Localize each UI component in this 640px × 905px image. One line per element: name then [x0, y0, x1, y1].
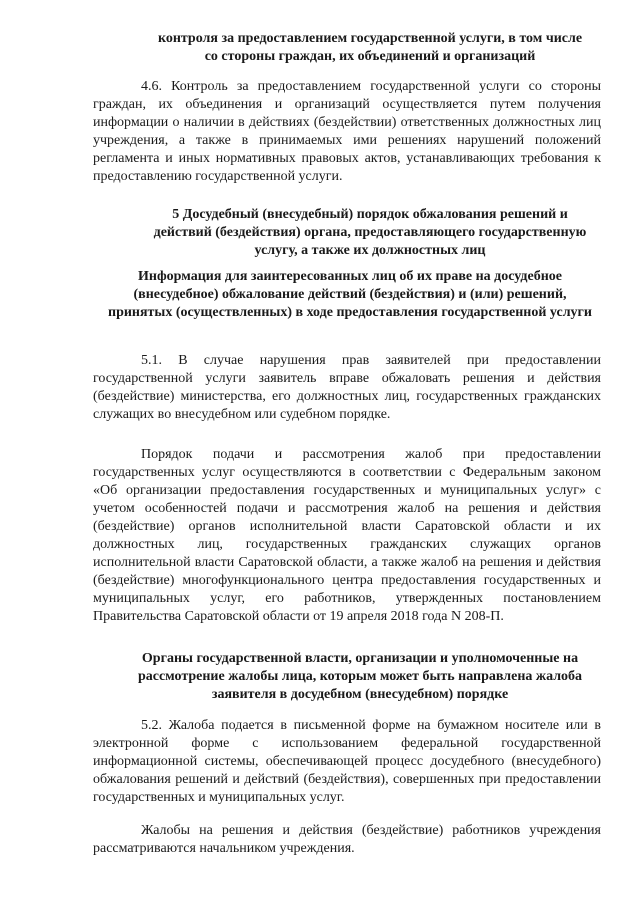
- paragraph-complaints-review: Жалобы на решения и действия (бездействие) работников учреждения рассматриваются начальником учреждения.: [93, 823, 601, 856]
- heading-continued: контроля за предоставлением государственной услуги, в том числе со стороны граждан, их объединений и организаций: [157, 31, 583, 64]
- paragraph-4-6: 4.6. Контроль за предоставлением государственной услуги со стороны граждан, их объединения и организаций осуществляется путем получения информации о наличии в действиях (бездействии) ответственных должностных лиц учреждения, а также в принимаемых ими решениях нарушений положений регламента и иных нормативных правовых актов, устанавливающих требования к предоставлению государственной услуги.: [93, 79, 601, 184]
- paragraph-5-1: 5.1. В случае нарушения прав заявителей при предоставлении государственной услуги заявитель вправе обжаловать решения и действия (бездействие) министерства, его должностных лиц, государственных гражданских служащих во внесудебном или судебном порядке.: [93, 353, 601, 422]
- section-5-title: 5 Досудебный (внесудебный) порядок обжалования решений и действий (бездействия) органа, предоставляющего государственную услугу, а также их должностных лиц: [153, 207, 587, 258]
- subheading-appeal-info: Информация для заинтересованных лиц об их праве на досудебное (внесудебное) обжалование действий (бездействия) и (или) решений, принятых (осуществленных) в ходе предоставления государственной услуги: [108, 269, 592, 320]
- subheading-authorized-bodies: Органы государственной власти, организации и уполномоченные на рассмотрение жалобы лица, которым может быть направлена жалоба заявителя в досудебном (внесудебном) порядке: [137, 651, 583, 702]
- paragraph-5-2: 5.2. Жалоба подается в письменной форме на бумажном носителе или в электронной форме с использованием федеральной государственной информационной системы, обеспечивающей процесс досудебного (внесудебного) обжалования решений и действий (бездействия), совершенных при предоставлении государственных и муниципальных услуг.: [93, 718, 601, 805]
- paragraph-complaint-order: Порядок подачи и рассмотрения жалоб при предоставлении государственных услуг осуществляются в соответствии с Федеральным законом «Об организации предоставления государственных и муниципальных услуг» с учетом особенностей подачи и рассмотрения жалоб на решения и действия (бездействие) органов исполнительной власти Саратовской области и их должностных лиц, государственных гражданских служащих органов исполнительной власти Саратовской области, а также жалоб на решения и действия (бездействие) многофункционального центра предоставления государственных и муниципальных услуг, его работников, утвержденных постановлением Правительства Саратовской области от 19 апреля 2018 года N 208-П.: [93, 447, 601, 624]
